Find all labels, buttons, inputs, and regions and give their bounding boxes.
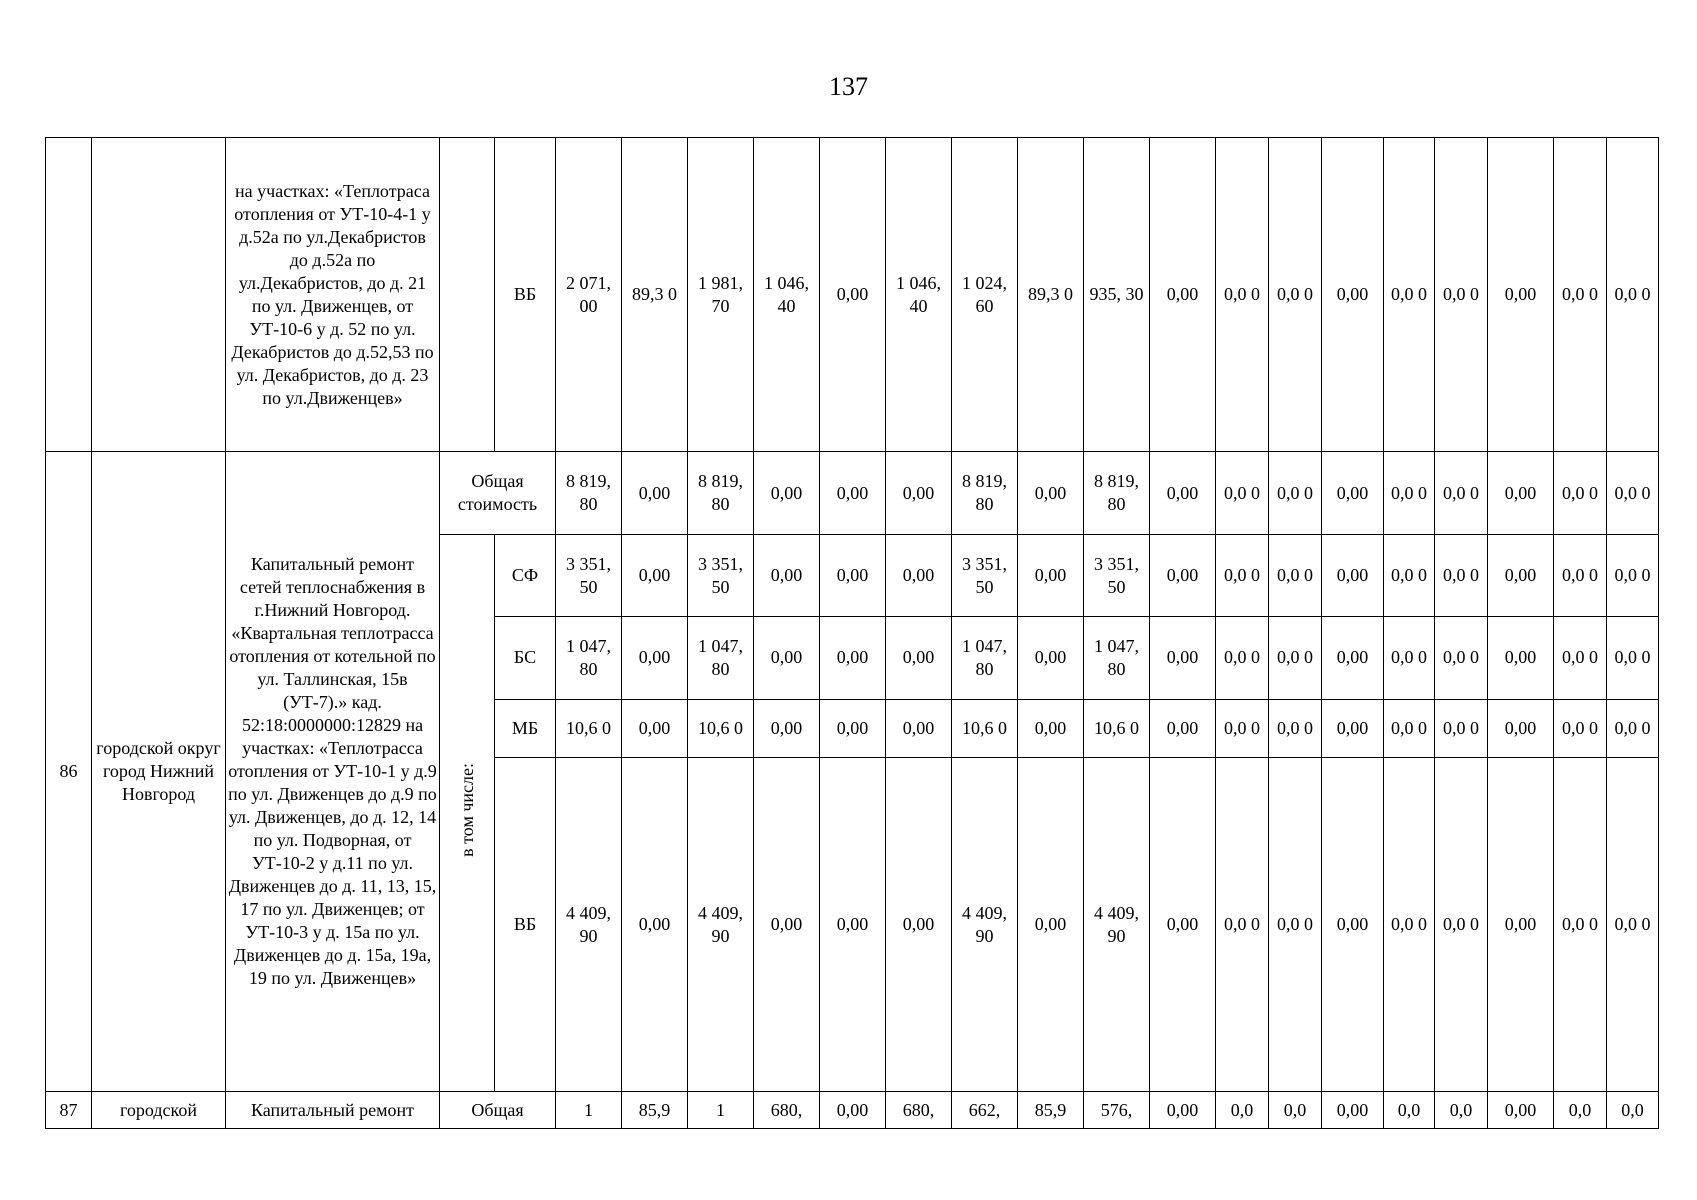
value-cell: 1 047, 80 — [952, 617, 1018, 699]
value-cell: 8 819, 80 — [952, 452, 1018, 534]
value-cell: 0,00 — [1488, 1092, 1554, 1129]
value-cell: 0,0 0 — [1607, 617, 1659, 699]
including-cell — [440, 138, 495, 452]
value-cell: 1 981, 70 — [688, 138, 754, 452]
source-cell: БС — [495, 617, 556, 699]
value-cell: 2 071, 00 — [556, 138, 622, 452]
value-cell: 0,00 — [1018, 534, 1084, 616]
budget-table — [45, 137, 1659, 1129]
value-cell: 0,00 — [1322, 1092, 1384, 1129]
total-label-cell: Общая — [440, 1092, 556, 1129]
value-cell: 0,0 — [1269, 1092, 1322, 1129]
value-cell: 0,00 — [1322, 138, 1384, 452]
row-number-cell: 86 — [46, 452, 92, 1092]
value-cell: 3 351, 50 — [1084, 534, 1150, 616]
value-cell: 1 046, 40 — [886, 138, 952, 452]
value-cell: 0,0 0 — [1216, 617, 1269, 699]
value-cell: 85,9 — [1018, 1092, 1084, 1129]
source-cell: СФ — [495, 534, 556, 616]
value-cell: 4 409, 90 — [952, 758, 1018, 1092]
value-cell: 0,00 — [1488, 452, 1554, 534]
municipality-cell: городской — [92, 1092, 226, 1129]
value-cell: 0,00 — [886, 617, 952, 699]
value-cell: 0,0 0 — [1607, 758, 1659, 1092]
value-cell: 662, — [952, 1092, 1018, 1129]
including-label-cell — [440, 534, 495, 1091]
value-cell: 10,6 0 — [688, 699, 754, 758]
value-cell: 0,00 — [1018, 617, 1084, 699]
value-cell: 0,0 0 — [1216, 758, 1269, 1092]
value-cell: 0,00 — [622, 758, 688, 1092]
value-cell: 576, — [1084, 1092, 1150, 1129]
value-cell: 0,00 — [1322, 617, 1384, 699]
value-cell: 0,0 0 — [1435, 699, 1488, 758]
value-cell: 0,0 0 — [1554, 452, 1607, 534]
row-number-cell: 87 — [46, 1092, 92, 1129]
value-cell: 1 046, 40 — [754, 138, 820, 452]
value-cell: 4 409, 90 — [1084, 758, 1150, 1092]
row-number-cell — [46, 138, 92, 452]
value-cell: 0,0 0 — [1269, 452, 1322, 534]
value-cell: 0,00 — [1150, 138, 1216, 452]
description-cell: Капитальный ремонт — [226, 1092, 440, 1129]
value-cell: 0,00 — [622, 617, 688, 699]
value-cell: 1 047, 80 — [688, 617, 754, 699]
value-cell: 0,00 — [1018, 699, 1084, 758]
value-cell: 0,0 0 — [1384, 534, 1435, 616]
value-cell: 0,0 0 — [1435, 617, 1488, 699]
table-row — [46, 138, 1659, 452]
value-cell: 0,00 — [754, 534, 820, 616]
value-cell: 0,00 — [820, 1092, 886, 1129]
value-cell: 8 819, 80 — [1084, 452, 1150, 534]
value-cell: 0,00 — [820, 699, 886, 758]
value-cell: 0,00 — [754, 452, 820, 534]
value-cell: 0,00 — [1488, 758, 1554, 1092]
source-cell: ВБ — [495, 758, 556, 1092]
value-cell: 0,0 — [1435, 1092, 1488, 1129]
value-cell: 0,00 — [820, 758, 886, 1092]
value-cell: 0,00 — [1018, 452, 1084, 534]
table-row — [46, 1092, 1659, 1129]
value-cell: 0,00 — [754, 699, 820, 758]
value-cell: 0,0 0 — [1384, 452, 1435, 534]
value-cell: 0,00 — [754, 617, 820, 699]
value-cell: 0,00 — [886, 534, 952, 616]
value-cell: 0,00 — [1150, 452, 1216, 534]
including-label-cell-text: в том числе: — [456, 763, 477, 857]
value-cell: 85,9 — [622, 1092, 688, 1129]
value-cell: 0,0 0 — [1435, 534, 1488, 616]
value-cell: 10,6 0 — [1084, 699, 1150, 758]
value-cell: 0,00 — [754, 758, 820, 1092]
value-cell: 0,0 — [1216, 1092, 1269, 1129]
value-cell: 1 024, 60 — [952, 138, 1018, 452]
value-cell: 0,00 — [1322, 758, 1384, 1092]
value-cell: 0,00 — [1018, 758, 1084, 1092]
value-cell: 0,0 0 — [1554, 534, 1607, 616]
value-cell: 8 819, 80 — [556, 452, 622, 534]
value-cell: 0,00 — [820, 534, 886, 616]
value-cell: 0,0 0 — [1607, 138, 1659, 452]
value-cell: 0,00 — [622, 452, 688, 534]
value-cell: 4 409, 90 — [556, 758, 622, 1092]
value-cell: 0,00 — [886, 758, 952, 1092]
value-cell: 0,0 0 — [1607, 699, 1659, 758]
source-cell: МБ — [495, 699, 556, 758]
value-cell: 3 351, 50 — [556, 534, 622, 616]
value-cell: 0,0 0 — [1216, 534, 1269, 616]
municipality-cell: городской округ город Нижний Новгород — [92, 452, 226, 1092]
value-cell: 0,0 0 — [1384, 699, 1435, 758]
value-cell: 0,00 — [1322, 699, 1384, 758]
value-cell: 680, — [754, 1092, 820, 1129]
value-cell: 0,0 0 — [1216, 138, 1269, 452]
value-cell: 0,0 0 — [1269, 617, 1322, 699]
value-cell: 0,00 — [1150, 534, 1216, 616]
value-cell: 0,0 0 — [1435, 452, 1488, 534]
value-cell: 0,0 0 — [1607, 452, 1659, 534]
value-cell: 1 — [556, 1092, 622, 1129]
value-cell: 0,00 — [1150, 1092, 1216, 1129]
value-cell: 0,0 0 — [1607, 534, 1659, 616]
value-cell: 0,00 — [1150, 699, 1216, 758]
value-cell: 0,0 0 — [1269, 534, 1322, 616]
total-label-cell: Общая стоимость — [440, 452, 556, 534]
value-cell: 10,6 0 — [556, 699, 622, 758]
value-cell: 0,00 — [1488, 617, 1554, 699]
value-cell: 680, — [886, 1092, 952, 1129]
value-cell: 935, 30 — [1084, 138, 1150, 452]
value-cell: 0,0 0 — [1269, 699, 1322, 758]
value-cell: 3 351, 50 — [952, 534, 1018, 616]
value-cell: 0,0 0 — [1554, 617, 1607, 699]
value-cell: 0,0 — [1384, 1092, 1435, 1129]
table-row — [46, 452, 1659, 534]
value-cell: 0,00 — [1488, 534, 1554, 616]
value-cell: 89,3 0 — [622, 138, 688, 452]
value-cell: 0,0 0 — [1384, 617, 1435, 699]
value-cell: 0,00 — [622, 699, 688, 758]
value-cell: 1 — [688, 1092, 754, 1129]
value-cell: 0,0 0 — [1269, 758, 1322, 1092]
value-cell: 0,0 0 — [1435, 758, 1488, 1092]
value-cell: 1 047, 80 — [556, 617, 622, 699]
value-cell: 0,00 — [1322, 534, 1384, 616]
value-cell: 89,3 0 — [1018, 138, 1084, 452]
value-cell: 0,0 0 — [1216, 452, 1269, 534]
value-cell: 0,0 0 — [1216, 699, 1269, 758]
value-cell: 0,0 — [1607, 1092, 1659, 1129]
value-cell: 0,0 0 — [1554, 758, 1607, 1092]
value-cell: 10,6 0 — [952, 699, 1018, 758]
value-cell: 0,00 — [820, 138, 886, 452]
value-cell: 0,0 0 — [1384, 138, 1435, 452]
value-cell: 0,00 — [1488, 699, 1554, 758]
value-cell: 8 819, 80 — [688, 452, 754, 534]
value-cell: 0,00 — [1150, 617, 1216, 699]
description-cell: на участках: «Теплотраса отопления от УТ-10-4-1 у д.52а по ул.Декабристов до д.52а по ул.Декабристов, до д. 21 по ул. Движенцев, от УТ-10-6 у д. 52 по ул. Декабристов до д.52,53 по ул. Декабристов, до д. 23 по ул.Движенцев» — [226, 138, 440, 452]
value-cell: 0,00 — [886, 452, 952, 534]
source-cell: ВБ — [495, 138, 556, 452]
value-cell: 0,0 0 — [1384, 758, 1435, 1092]
value-cell: 0,0 — [1554, 1092, 1607, 1129]
value-cell: 0,00 — [820, 617, 886, 699]
value-cell: 0,00 — [1322, 452, 1384, 534]
value-cell: 0,0 0 — [1554, 699, 1607, 758]
value-cell: 0,0 0 — [1554, 138, 1607, 452]
value-cell: 0,00 — [622, 534, 688, 616]
value-cell: 0,0 0 — [1435, 138, 1488, 452]
value-cell: 4 409, 90 — [688, 758, 754, 1092]
municipality-cell — [92, 138, 226, 452]
value-cell: 0,00 — [886, 699, 952, 758]
value-cell: 0,0 0 — [1269, 138, 1322, 452]
value-cell: 1 047, 80 — [1084, 617, 1150, 699]
value-cell: 3 351, 50 — [688, 534, 754, 616]
value-cell: 0,00 — [1150, 758, 1216, 1092]
value-cell: 0,00 — [1488, 138, 1554, 452]
value-cell: 0,00 — [820, 452, 886, 534]
description-cell: Капитальный ремонт сетей теплоснабжения в г.Нижний Новгород. «Квартальная теплотрасса отопления от котельной по ул. Таллинская, 15в (УТ-7).» кад. 52:18:0000000:12829 на участках: «Теплотрасса отопления от УТ-10-1 у д.9 по ул. Движенцев до д.9 по ул. Движенцев, до д. 12, 14 по ул. Подворная, от УТ-10-2 у д.11 по ул. Движенцев до д. 11, 13, 15, 17 по ул. Движенцев; от УТ-10-3 у д. 15а по ул. Движенцев до д. 15а, 19а, 19 по ул. Движенцев» — [226, 452, 440, 1092]
page-number: 137 — [829, 72, 868, 101]
